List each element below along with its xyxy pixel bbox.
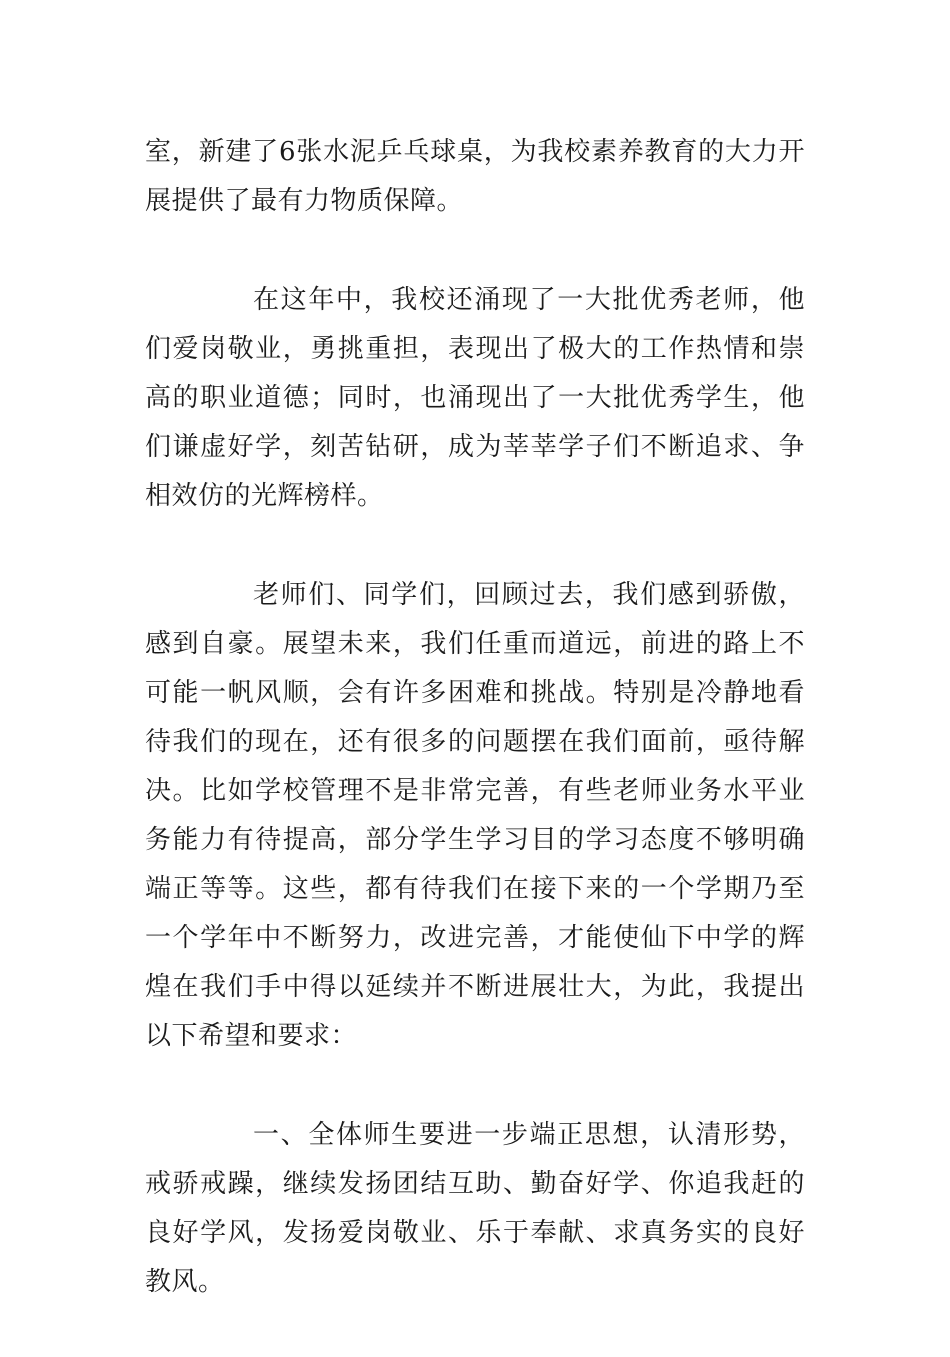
paragraph-outstanding-teachers-students: 在这年中，我校还涌现了一大批优秀老师，他们爱岗敬业，勇挑重担，表现出了极大的工作热情和崇高的职业道德；同时，也涌现出了一大批优秀学生，他们谦虚好学，刻苦钻研，成为莘莘学子们不断追求、争相效仿的光辉榜样。 bbox=[145, 285, 805, 511]
document-body bbox=[145, 128, 805, 1357]
paragraph-continued: 室，新建了6张水泥乒乓球桌，为我校素养教育的大力开展提供了最有力物质保障。 bbox=[145, 137, 805, 216]
paragraph-review-and-outlook: 老师们、同学们，回顾过去，我们感到骄傲，感到自豪。展望未来，我们任重而道远，前进的路上不可能一帆风顺，会有许多困难和挑战。特别是冷静地看待我们的现在，还有很多的问题摆在我们面前，亟待解决。比如学校管理不是非常完善，有些老师业务水平业务能力有待提高，部分学生学习目的学习态度不够明确端正等等。这些，都有待我们在接下来的一个学期乃至一个学年中不断努力，改进完善，才能使仙下中学的辉煌在我们手中得以延续并不断进展壮大，为此，我提出以下希望和要求： bbox=[145, 580, 805, 1051]
paragraph-requirement-one: 一、全体师生要进一步端正思想，认清形势，戒骄戒躁，继续发扬团结互助、勤奋好学、你追我赶的良好学风，发扬爱岗敬业、乐于奉献、求真务实的良好教风。 bbox=[145, 1120, 805, 1297]
